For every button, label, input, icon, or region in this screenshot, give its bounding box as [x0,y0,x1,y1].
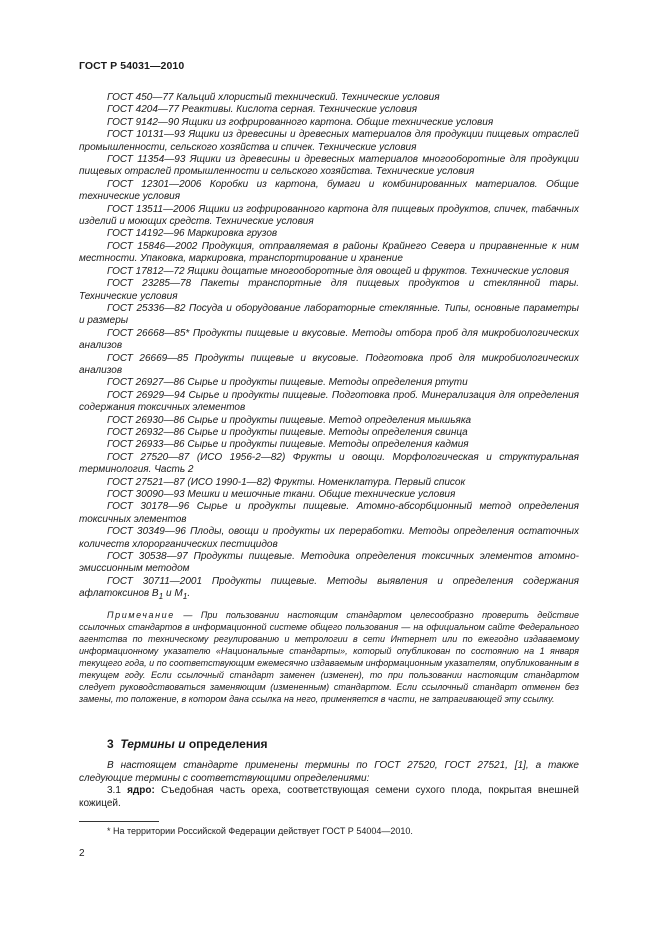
reference-item: ГОСТ 30090—93 Мешки и мешочные ткани. Общие технические условия [107,489,456,500]
note-label: Примечание [107,609,175,620]
reference-item: ГОСТ 26930—86 Сырье и продукты пищевые. Метод определения мышьяка [107,414,472,426]
term-name: ядро: [127,785,155,797]
reference-item: ГОСТ 23285—78 Пакеты транспортные для пищевых продуктов и стеклянной тары. Технические условия [79,278,579,302]
reference-item: ГОСТ 17812—72 Ящики дощатые многооборотные для овощей и фруктов. Технические условия [107,265,569,277]
page-number: 2 [79,848,85,859]
reference-item: ГОСТ 4204—77 Реактивы. Кислота серная. Технические условия [107,104,418,116]
reference-item: ГОСТ 14192—96 Маркировка грузов [107,228,278,240]
reference-item: ГОСТ 13511—2006 Ящики из гофрированного картона для пищевых продуктов, спичек, табачных изделий и моющих средств. Технические условия [79,203,579,228]
reference-item: ГОСТ 26927—86 Сырье и продукты пищевые. Методы определения ртути [107,377,468,389]
reference-item: ГОСТ 26932—86 Сырье и продукты пищевые. Методы определения свинца [107,426,468,438]
reference-item: ГОСТ 25336—82 Посуда и оборудование лабораторные стеклянные. Типы, основные параметры и размеры [79,302,579,327]
term-definition: 3.1 ядро: Съедобная часть ореха, соответствующая семени сухого плода, покрытая внешней кожицей. [79,785,580,809]
normative-references [79,92,579,705]
note-text: — При пользовании настоящим стандартом целесообразно проверить действие ссылочных стандартов в информационной системе общего пользования — на официальном сайте Федерального агентства по техническому регулированию и метрологии в сети Интернет или по ежегодно издаваемому информационному указателю «Национальные стандарты», который опубликован по состоянию на 1 января текущего года, и по соответствующим ежемесячно издаваемым информационным указателям, опубликованным в текущем году. Если ссылочный стандарт заменен (изменен), то при пользовании настоящим стандартом следует руководствоваться заменяющим (измененным) стандартом. Если ссылочный стандарт отменен без замены, то положение, в котором дана ссылка на него, применяется в части, не затрагивающей эту ссылку. [79,609,579,704]
reference-item: ГОСТ 27520—87 (ИСО 1956-2—82) Фрукты и овощи. Морфологическая и структуральная терминология. Часть 2 [79,451,579,476]
reference-item: ГОСТ 30349—96 Плоды, овощи и продукты их переработки. Методы определения остаточных количеств хлорорганических пестицидов [79,526,579,550]
reference-item: ГОСТ 26669—85 Продукты пищевые и вкусовые. Подготовка проб для микробиологических анализов [79,352,579,376]
footnote-divider [79,821,159,822]
reference-item: ГОСТ 11354—93 Ящики из древесины и древесных материалов многооборотные для продукции пищевых отраслей промышленности и сельского хозяйства. Технические условия [79,154,579,178]
reference-item: ГОСТ 30538—97 Продукты пищевые. Методика определения токсичных элементов атомно-эмиссионным методом [79,551,579,575]
reference-item-last: ГОСТ 30711—2001 Продукты пищевые. Методы выявления и определения содержания афлатоксинов $B_1$ и $M_1$. [79,575,579,602]
section-terms [79,738,579,810]
reference-list [79,92,579,576]
reference-item: ГОСТ 450—77 Кальций хлористый технический. Технические условия [107,92,440,103]
reference-item: ГОСТ 26933—86 Сырье и продукты пищевые. Методы определения кадмия [107,439,469,451]
reference-item: ГОСТ 27521—87 (ИСО 1990-1—82) Фрукты. Номенклатура. Первый список [107,476,466,488]
reference-item: ГОСТ 12301—2006 Коробки из картона, бумаги и комбинированных материалов. Общие технические условия [79,178,579,203]
reference-item: ГОСТ 9142—90 Ящики из гофрированного картона. Общие технические условия [107,116,494,128]
reference-item: ГОСТ 10131—93 Ящики из древесины и древесных материалов для продукции пищевых отраслей промышленности, сельского хозяйства и спичек. Технические условия [79,129,579,153]
section-title: 3 Термины и определения [107,737,268,751]
reference-item: ГОСТ 26929—94 Сырье и продукты пищевые. Подготовка проб. Минерализация для определения содержания токсичных элементов [79,389,579,414]
section-intro: В настоящем стандарте применены термины по ГОСТ 27520, ГОСТ 27521, [1], а также следующие термины с соответствующими определениями: [79,760,579,784]
reference-item: ГОСТ 30178—96 Сырье и продукты пищевые. Атомно-абсорбционный метод определения токсичных элементов [79,501,579,525]
note-paragraph [79,609,579,705]
footnote: * На территории Российской Федерации действует ГОСТ Р 54004—2010. [107,826,413,836]
reference-item: ГОСТ 15846—2002 Продукция, отправляемая в районы Крайнего Севера и приравненные к ним местности. Упаковка, маркировка, транспортирование и хранение [79,240,579,265]
document-header: ГОСТ Р 54031—2010 [79,60,185,72]
reference-item: ГОСТ 26668—85* Продукты пищевые и вкусовые. Методы отбора проб для микробиологических анализов [79,327,579,352]
